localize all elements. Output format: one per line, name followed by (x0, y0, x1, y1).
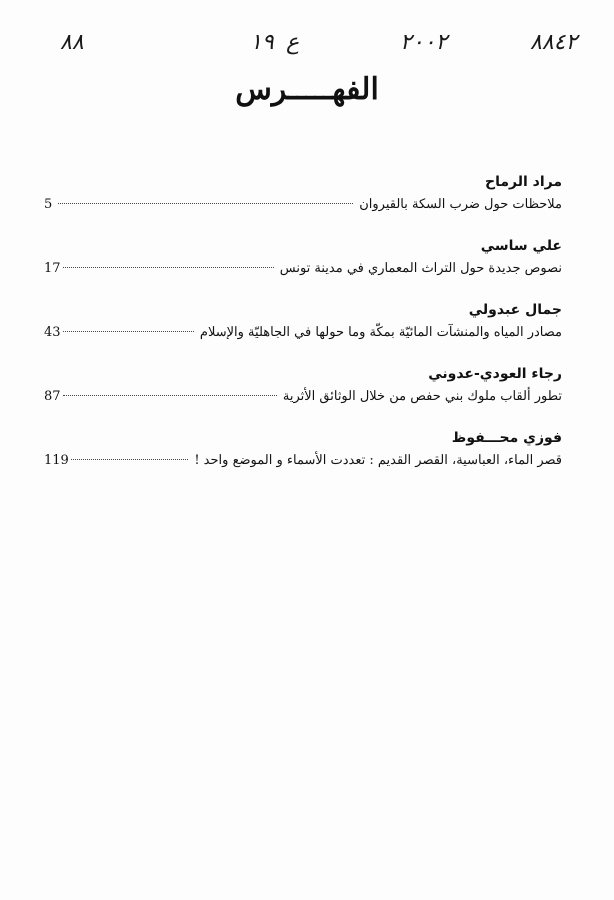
toc-author: علي ساسي (480, 238, 562, 254)
toc-item-title: مصادر المياه والمنشآت المائيّة بمكّة وما حولها في الجاهليّة والإسلام (199, 325, 562, 340)
toc-author: مراد الرماح (484, 174, 562, 190)
toc-item-title: ملاحظات حول ضرب السكة بالقيروان (359, 197, 562, 212)
toc-leader-dots (58, 203, 353, 204)
toc-page-number: 5 (44, 197, 53, 212)
toc-leader-dots (63, 331, 194, 332)
handwritten-note: ٨٨ (60, 30, 84, 55)
page-title (0, 72, 614, 107)
toc-entry (44, 364, 562, 408)
toc-author: رجاء العودي-عدوني (428, 366, 562, 382)
handwritten-note: ٢٠٠٢ (400, 30, 448, 55)
toc-page-number: 17 (44, 261, 61, 276)
toc-leader-dots (71, 459, 189, 460)
toc-item[interactable] (44, 322, 562, 344)
toc-leader-dots (63, 267, 274, 268)
toc-entry (44, 428, 562, 472)
toc-page-number: 119 (44, 453, 69, 468)
handwritten-note: ع (286, 30, 300, 55)
toc-author: فوزي محـــفوظ (451, 430, 562, 446)
toc-item[interactable] (44, 194, 562, 216)
toc-page-number: 87 (44, 389, 61, 404)
table-of-contents (44, 172, 562, 492)
toc-item[interactable] (44, 386, 562, 408)
toc-entry (44, 172, 562, 216)
toc-item[interactable] (44, 258, 562, 280)
page-title-text: الفهـــــرس (235, 72, 379, 107)
toc-entry (44, 300, 562, 344)
toc-item-title: قصر الماء، العباسية، القصر القديم : تعددت الأسماء و الموضع واحد ! (194, 453, 562, 468)
handwritten-note: ١٩ (250, 30, 274, 55)
handwritten-note: ٨٨٤٢ (530, 30, 578, 55)
toc-item-title: تطور ألقاب ملوك بني حفص من خلال الوثائق الأثرية (282, 389, 562, 404)
toc-author: جمال عبدولي (468, 302, 562, 318)
toc-entry (44, 236, 562, 280)
toc-page-number: 43 (44, 325, 61, 340)
toc-leader-dots (63, 395, 277, 396)
toc-item[interactable] (44, 450, 562, 472)
toc-item-title: نصوص جديدة حول التراث المعماري في مدينة تونس (279, 261, 562, 276)
